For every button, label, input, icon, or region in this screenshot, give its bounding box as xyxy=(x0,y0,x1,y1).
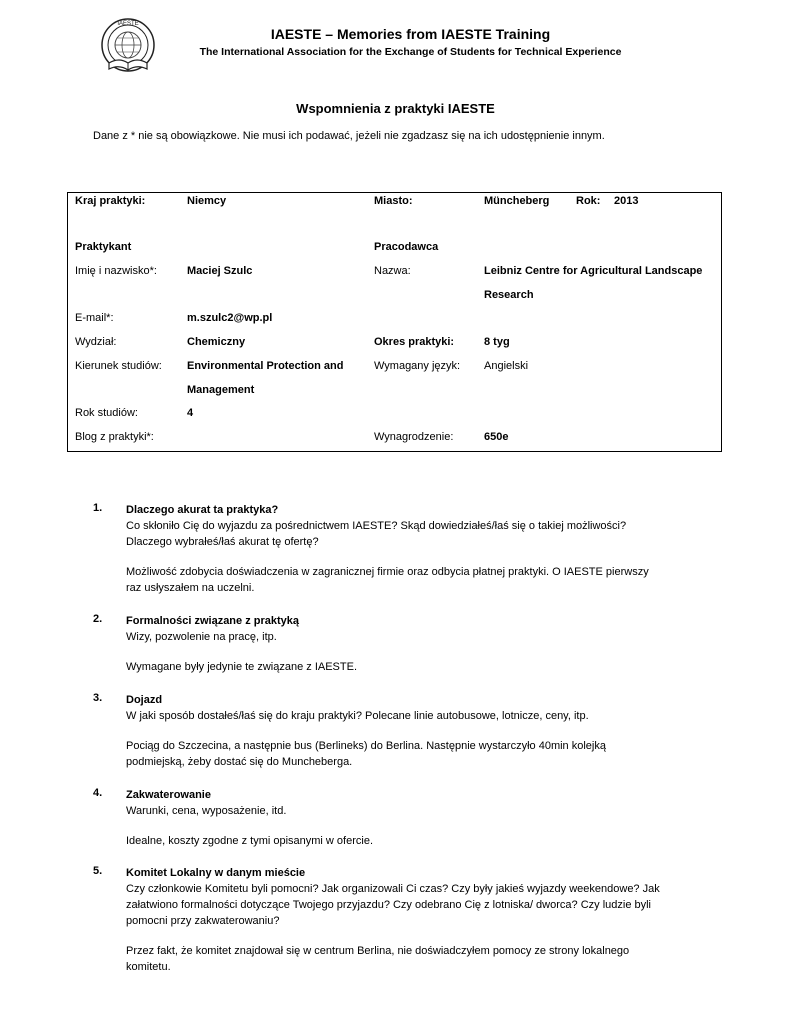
period-label: Okres praktyki: xyxy=(374,336,455,348)
question-number: 2. xyxy=(93,613,103,625)
employer-name-label: Nazwa: xyxy=(374,265,411,277)
employer-header: Pracodawca xyxy=(374,241,439,253)
salary-label: Wynagrodzenie: xyxy=(374,431,454,443)
answer-text: komitetu. xyxy=(126,961,171,973)
language-value: Angielski xyxy=(484,360,529,372)
document-title: Wspomnienia z praktyki IAESTE xyxy=(296,101,495,116)
answer-text: raz usłyszałem na uczelni. xyxy=(126,582,255,594)
question-number: 4. xyxy=(93,787,103,799)
question-title: Zakwaterowanie xyxy=(126,789,211,801)
question-title: Dlaczego akurat ta praktyka? xyxy=(126,504,279,516)
header-subtitle: The International Association for the Exchange of Students for Technical Experience xyxy=(199,46,622,58)
question-number: 5. xyxy=(93,865,103,877)
study-year-label: Rok studiów: xyxy=(75,407,138,419)
header-title: IAESTE – Memories from IAESTE Training xyxy=(270,26,551,42)
answer-text: Idealne, koszty zgodne z tymi opisanymi w ofercie. xyxy=(126,835,374,847)
year-value: 2013 xyxy=(614,195,639,207)
employer-name-line2: Research xyxy=(484,289,534,301)
salary-value: 650e xyxy=(484,431,509,443)
question-prompt: Wizy, pozwolenie na pracę, itp. xyxy=(126,631,277,643)
faculty-value: Chemiczny xyxy=(187,336,246,348)
svg-text:IAESTE: IAESTE xyxy=(117,21,139,27)
blog-label: Blog z praktyki*: xyxy=(75,431,154,443)
optional-fields-note: Dane z * nie są obowiązkowe. Nie musi ich podawać, jeżeli nie zgadzasz się na ich udostępnienie innym. xyxy=(93,130,605,142)
question-title: Formalności związane z praktyką xyxy=(126,615,300,627)
language-label: Wymagany język: xyxy=(374,360,461,372)
period-value: 8 tyg xyxy=(484,336,510,348)
major-line1: Environmental Protection and xyxy=(187,360,344,372)
answer-text: Wymagane były jedynie te związane z IAESTE. xyxy=(126,661,358,673)
city-label: Miasto: xyxy=(374,195,413,207)
faculty-label: Wydział: xyxy=(75,336,117,348)
country-label: Kraj praktyki: xyxy=(75,195,146,207)
major-label: Kierunek studiów: xyxy=(75,360,162,372)
question-prompt: Co skłoniło Cię do wyjazdu za pośrednictwem IAESTE? Skąd dowiedziałeś/łaś się o takiej możliwości? xyxy=(126,520,627,532)
question-prompt: załatwiono formalności dotyczące Twojego przyjazdu? Czy odebrano Cię z lotniska/ dworca? Czy ludzie byli xyxy=(126,899,651,911)
question-title: Dojazd xyxy=(126,694,163,706)
question-prompt: Czy członkowie Komitetu byli pomocni? Jak organizowali Ci czas? Czy były jakieś wyjazdy weekendowe? Jak xyxy=(126,883,660,895)
country-value: Niemcy xyxy=(187,195,227,207)
year-label: Rok: xyxy=(576,195,601,207)
study-year-value: 4 xyxy=(187,407,194,419)
question-prompt: W jaki sposób dostałeś/łaś się do kraju praktyki? Polecane linie autobusowe, lotnicze, ceny, itp. xyxy=(126,710,589,722)
email-value: m.szulc2@wp.pl xyxy=(187,312,273,324)
trainee-header: Praktykant xyxy=(75,241,132,253)
answer-text: Przez fakt, że komitet znajdował się w centrum Berlina, nie doświadczyłem pomocy ze strony lokalnego xyxy=(126,945,630,957)
city-value: Müncheberg xyxy=(484,195,550,207)
answer-text: podmiejską, żeby dostać się do Muncheberga. xyxy=(126,756,353,768)
question-number: 1. xyxy=(93,502,103,514)
answer-text: Możliwość zdobycia doświadczenia w zagranicznej firmie oraz odbycia płatnej praktyki. O IAESTE pierwszy xyxy=(126,566,649,578)
question-title: Komitet Lokalny w danym mieście xyxy=(126,867,306,879)
answer-text: Pociąg do Szczecina, a następnie bus (Berlineks) do Berlina. Następnie wystarczyło 40min kolejką xyxy=(126,740,606,752)
question-prompt: pomocni przy zakwaterowaniu? xyxy=(126,915,280,927)
employer-name-line1: Leibniz Centre for Agricultural Landscape xyxy=(484,265,703,277)
email-label: E-mail*: xyxy=(75,312,114,324)
question-number: 3. xyxy=(93,692,103,704)
major-line2: Management xyxy=(187,384,255,396)
name-value: Maciej Szulc xyxy=(187,265,253,277)
name-label: Imię i nazwisko*: xyxy=(75,265,157,277)
internship-info-box xyxy=(67,192,722,452)
question-prompt: Warunki, cena, wyposażenie, itd. xyxy=(126,805,287,817)
question-prompt: Dlaczego wybrałeś/łaś akurat tę ofertę? xyxy=(126,536,319,548)
